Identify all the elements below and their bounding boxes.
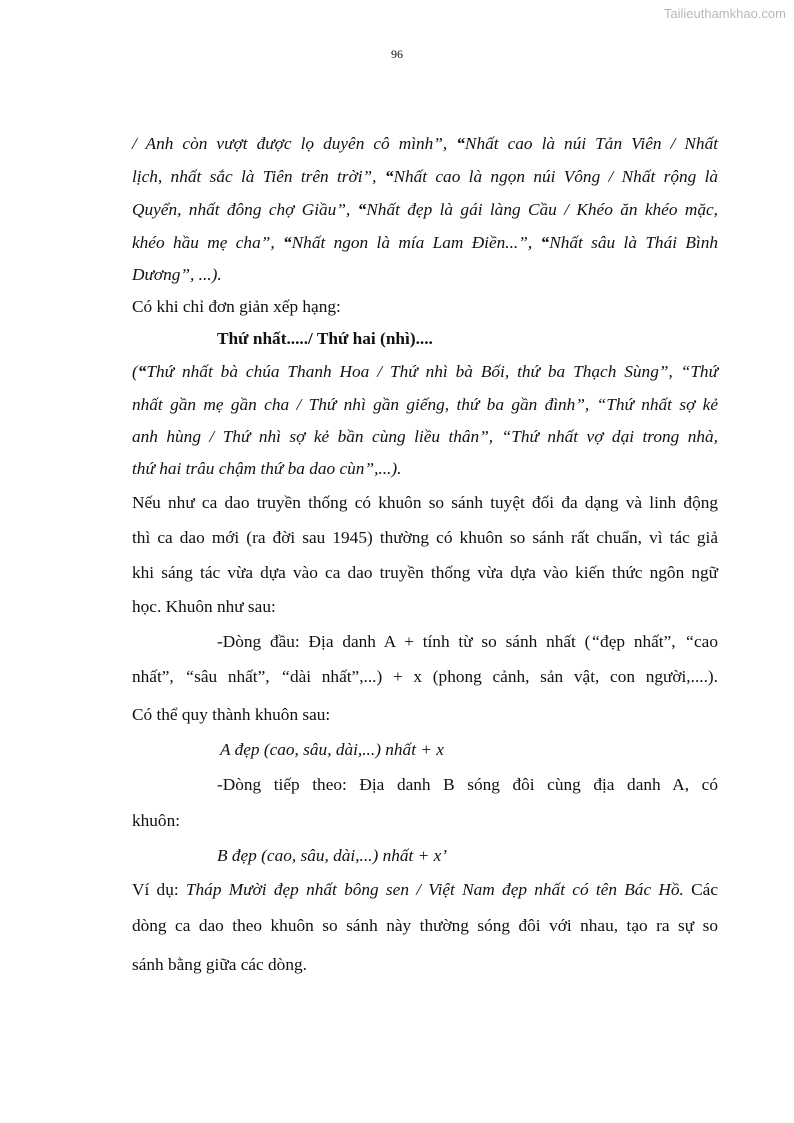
text-line: thì ca dao mới (ra đời sau 1945) thường có khuôn so sánh rất chuẩn, vì tác giả [132,528,718,547]
text-line: lịch, nhất sắc là Tiên trên trời”, “Nhất cao là ngọn núi Vông / Nhất rộng là [132,167,719,186]
text-line: dòng ca dao theo khuôn so sánh này thường sóng đôi với nhau, tạo ra sự so [132,916,718,935]
text-line: / Anh còn vượt được lọ duyên cô mình”, “Nhất cao là núi Tản Viên / Nhất [132,134,719,153]
text-line: Nếu như ca dao truyền thống có khuôn so sánh tuyệt đối đa dạng và linh động [132,493,718,512]
text-line: -Dòng đầu: Địa danh A + tính từ so sánh nhất (“đẹp nhất”, “cao [217,632,718,651]
text-line: thứ hai trâu chậm thứ ba dao cùn”,...). [132,459,402,478]
text-line: (“Thứ nhất bà chúa Thanh Hoa / Thứ nhì bà Bối, thứ ba Thạch Sùng”, “Thứ [132,362,718,381]
text-line: khi sáng tác vừa dựa vào ca dao truyền thống vừa dựa vào kiến thức ngôn ngữ [132,563,718,582]
watermark: Tailieuthamkhao.com [663,6,786,21]
text-line: anh hùng / Thứ nhì sợ kẻ bần cùng liều thân”, “Thứ nhất vợ dại trong nhà, [132,427,718,446]
text-line: nhất gần mẹ gần cha / Thứ nhì gần giếng, thứ ba gần đình”, “Thứ nhất sợ kẻ [132,395,718,414]
text-line: -Dòng tiếp theo: Địa danh B sóng đôi cùng địa danh A, có [217,775,718,794]
text-line: Dương”, ...). [132,265,222,284]
formula: B đẹp (cao, sâu, dài,...) nhất + x’ [217,846,448,865]
section-heading: Thứ nhất...../ Thứ hai (nhì).... [217,329,433,348]
text-line: khéo hầu mẹ cha”, “Nhất ngon là mía Lam Điền...”, “Nhất sâu là Thái Bình [132,233,719,252]
text-line: nhất”, “sâu nhất”, “dài nhất”,...) + x (phong cảnh, sản vật, con người,....). [132,667,718,686]
text-line: khuôn: [132,811,181,830]
text-line: Có khi chỉ đơn giản xếp hạng: [132,297,341,316]
text-line: Có thể quy thành khuôn sau: [132,705,331,724]
formula: A đẹp (cao, sâu, dài,...) nhất + x [220,740,444,759]
text-line: học. Khuôn như sau: [132,597,276,616]
text-line: Quyển, nhất đông chợ Giầu”, “Nhất đẹp là gái làng Cầu / Khéo ăn khéo mặc, [132,200,718,219]
text-line: sánh bằng giữa các dòng. [132,955,307,974]
page-number: 96 [391,47,403,61]
text-line: Ví dụ: Tháp Mười đẹp nhất bông sen / Việt Nam đẹp nhất có tên Bác Hồ. Các [132,880,718,899]
